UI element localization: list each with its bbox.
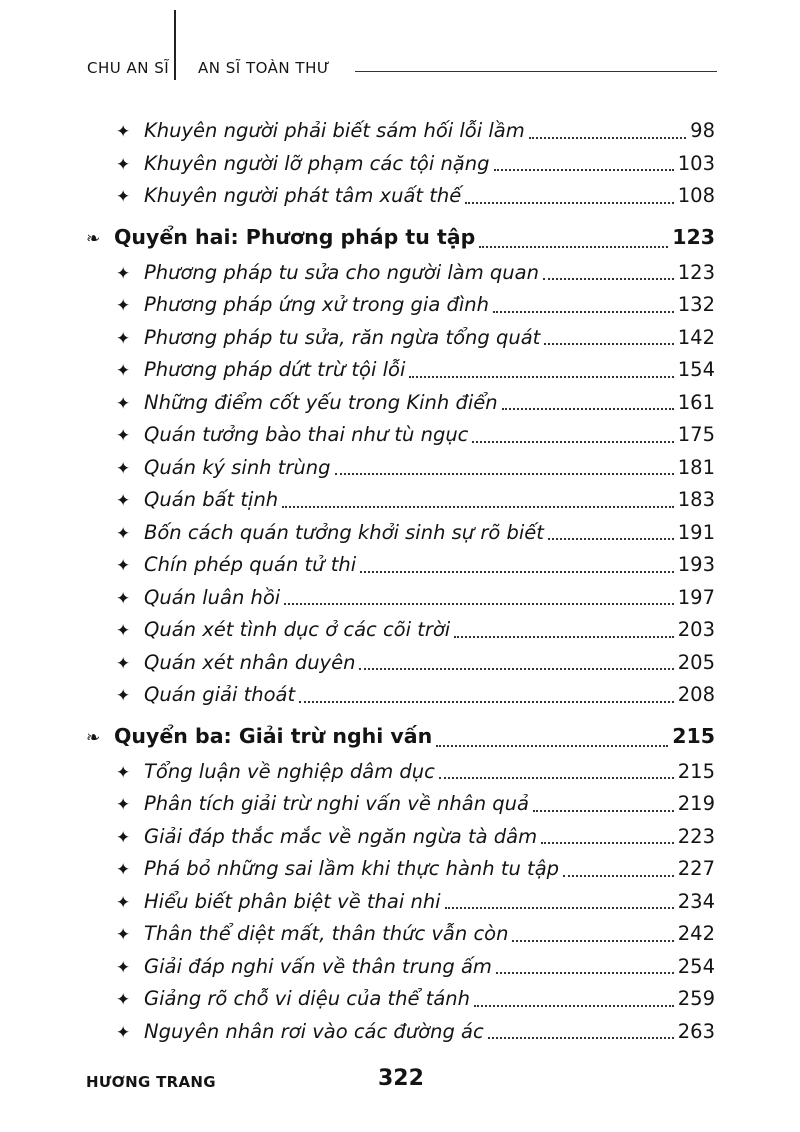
publisher-brand: HƯƠNG TRANG [86,1073,216,1091]
dot-leader [335,473,674,475]
toc-entry-page: 175 [677,423,715,446]
toc-entry-title: Bốn cách quán tưởng khởi sinh sự rõ biết [144,520,544,544]
toc-entry-title: Phương pháp tu sửa cho người làm quan [144,260,539,284]
toc-entry-title: Chín phép quán tử thi [144,553,357,576]
toc-entry [0,614,800,647]
toc-entry-page: 259 [677,987,715,1010]
toc-entry-page: 263 [677,1019,715,1043]
dot-leader [496,972,674,974]
four-point-star-icon: ✦ [116,393,131,414]
leaf-ornament-icon: ❧ [86,727,101,748]
dot-leader [479,246,668,248]
toc-entry [0,983,800,1016]
toc-entry-title: Khuyên người phát tâm xuất thế [144,184,462,207]
dot-leader [544,343,673,345]
toc-entry-page: 227 [677,857,715,880]
toc-entry-title: Nguyên nhân rơi vào các đường ác [144,1019,484,1043]
dot-leader [284,603,674,605]
toc-entry [0,354,800,387]
dot-leader [502,408,674,410]
four-point-star-icon: ✦ [116,523,131,544]
four-point-star-icon: ✦ [116,795,131,815]
toc-entry [0,582,800,615]
toc-entry [0,419,800,452]
toc-entry-page: 154 [677,358,715,381]
toc-entry [0,180,800,213]
toc-entry-page: 254 [677,954,715,978]
toc-entry-page: 215 [672,723,715,748]
leaf-ornament-icon: ❧ [86,228,101,249]
toc-entry-page: 197 [677,585,715,609]
running-header-author: CHU AN SĨ [87,59,170,77]
toc-entry [0,918,800,951]
toc-entry-title: Giải đáp thắc mắc về ngăn ngừa tà dâm [144,824,538,848]
toc-entry-page: 103 [677,151,715,175]
toc-entry-page: 223 [677,824,715,848]
four-point-star-icon: ✦ [116,296,131,316]
toc-entry-title: Khuyên người lỡ phạm các tội nặng [144,151,490,175]
toc-entry-title: Quán luân hồi [144,585,281,609]
toc-entry-page: 208 [677,683,715,706]
toc-entry [0,679,800,712]
toc-entry-page: 123 [672,224,715,249]
four-point-star-icon: ✦ [116,491,131,511]
toc-entry-title: Quán xét tình dục ở các cõi trời [144,618,451,641]
four-point-star-icon: ✦ [116,154,131,175]
dot-leader [493,311,674,313]
four-point-star-icon: ✦ [116,122,131,142]
toc-entry [0,788,800,821]
four-point-star-icon: ✦ [116,925,131,945]
dot-leader [541,842,674,844]
four-point-star-icon: ✦ [116,187,131,207]
toc-entry [0,549,800,582]
toc-entry [0,148,800,181]
dot-leader [454,636,674,638]
toc-entry [0,756,800,789]
four-point-star-icon: ✦ [116,957,131,978]
toc-entry-title: Giải đáp nghi vấn về thân trung ấm [144,954,492,978]
toc-entry-title: Phương pháp ứng xử trong gia đình [144,293,489,316]
toc-entry [0,886,800,919]
page-number: 322 [378,1066,424,1091]
four-point-star-icon: ✦ [116,653,131,674]
dot-leader [445,907,674,909]
toc-entry-page: 142 [677,325,715,349]
four-point-star-icon: ✦ [116,361,131,381]
dot-leader [360,571,674,573]
toc-entry [0,1016,800,1049]
dot-leader [465,202,674,204]
toc-section-heading [0,217,800,257]
four-point-star-icon: ✦ [116,762,131,783]
toc-entry-page: 108 [677,184,715,207]
table-of-contents [0,115,800,1048]
toc-entry [0,853,800,886]
toc-entry-title: Quán ký sinh trùng [144,455,331,479]
dot-leader [543,278,674,280]
toc-entry-title: Quán bất tịnh [144,488,279,511]
running-header-title: AN SĨ TOÀN THƯ [198,59,331,77]
toc-entry [0,821,800,854]
dot-leader [359,668,673,670]
toc-entry-page: 123 [677,260,715,284]
dot-leader [512,940,673,942]
dot-leader [474,1005,674,1007]
toc-entry-title: Thân thể diệt mất, thân thức vẫn còn [144,922,509,945]
toc-entry-title: Quyển ba: Giải trừ nghi vấn [114,723,433,748]
toc-entry [0,647,800,680]
dot-leader [472,441,673,443]
four-point-star-icon: ✦ [116,458,131,479]
dot-leader [494,169,674,171]
four-point-star-icon: ✦ [116,426,131,446]
toc-entry-title: Quyển hai: Phương pháp tu tập [114,224,476,249]
toc-entry-page: 242 [677,922,715,945]
four-point-star-icon: ✦ [116,328,131,349]
toc-entry-title: Phương pháp dứt trừ tội lỗi [144,358,406,381]
toc-section-heading [0,716,800,756]
toc-entry-page: 98 [690,119,715,142]
toc-entry-title: Khuyên người phải biết sám hối lỗi lầm [144,119,525,142]
toc-entry [0,322,800,355]
toc-entry-title: Phương pháp tu sửa, răn ngừa tổng quát [144,325,541,349]
toc-entry-title: Quán tưởng bào thai như tù ngục [144,423,469,446]
toc-entry-title: Quán giải thoát [144,683,296,706]
four-point-star-icon: ✦ [116,860,131,880]
toc-entry-title: Những điểm cốt yếu trong Kinh điển [144,390,498,414]
toc-entry-title: Phá bỏ những sai lầm khi thực hành tu tập [144,857,560,880]
four-point-star-icon: ✦ [116,1022,131,1043]
toc-entry [0,484,800,517]
toc-entry [0,257,800,290]
four-point-star-icon: ✦ [116,621,131,641]
dot-leader [299,701,674,703]
four-point-star-icon: ✦ [116,263,131,284]
toc-entry-title: Quán xét nhân duyên [144,650,356,674]
dot-leader [436,745,668,747]
toc-entry-page: 183 [677,488,715,511]
toc-entry [0,517,800,550]
dot-leader [563,875,674,877]
header-divider [174,10,176,80]
toc-entry-page: 205 [677,650,715,674]
dot-leader [409,376,673,378]
toc-entry-page: 215 [677,759,715,783]
dot-leader [533,810,674,812]
toc-entry [0,115,800,148]
toc-entry [0,387,800,420]
dot-leader [529,137,686,139]
toc-entry-page: 193 [677,553,715,576]
toc-entry-page: 219 [677,792,715,815]
dot-leader [548,538,674,540]
dot-leader [282,506,674,508]
toc-entry-title: Tổng luận về nghiệp dâm dục [144,759,435,783]
header-rule [355,71,717,72]
four-point-star-icon: ✦ [116,892,131,913]
dot-leader [488,1037,674,1039]
four-point-star-icon: ✦ [116,827,131,848]
toc-entry-page: 132 [677,293,715,316]
toc-entry-page: 181 [677,455,715,479]
toc-entry-title: Hiểu biết phân biệt về thai nhi [144,889,441,913]
toc-entry-title: Giảng rõ chỗ vi diệu của thể tánh [144,987,471,1010]
four-point-star-icon: ✦ [116,556,131,576]
toc-entry-page: 234 [677,889,715,913]
toc-entry-title: Phân tích giải trừ nghi vấn về nhân quả [144,792,529,815]
toc-entry [0,951,800,984]
four-point-star-icon: ✦ [116,686,131,706]
toc-entry-page: 191 [677,520,715,544]
four-point-star-icon: ✦ [116,588,131,609]
toc-entry [0,452,800,485]
toc-entry [0,289,800,322]
dot-leader [439,777,674,779]
four-point-star-icon: ✦ [116,990,131,1010]
toc-entry-page: 203 [677,618,715,641]
toc-entry-page: 161 [677,390,715,414]
